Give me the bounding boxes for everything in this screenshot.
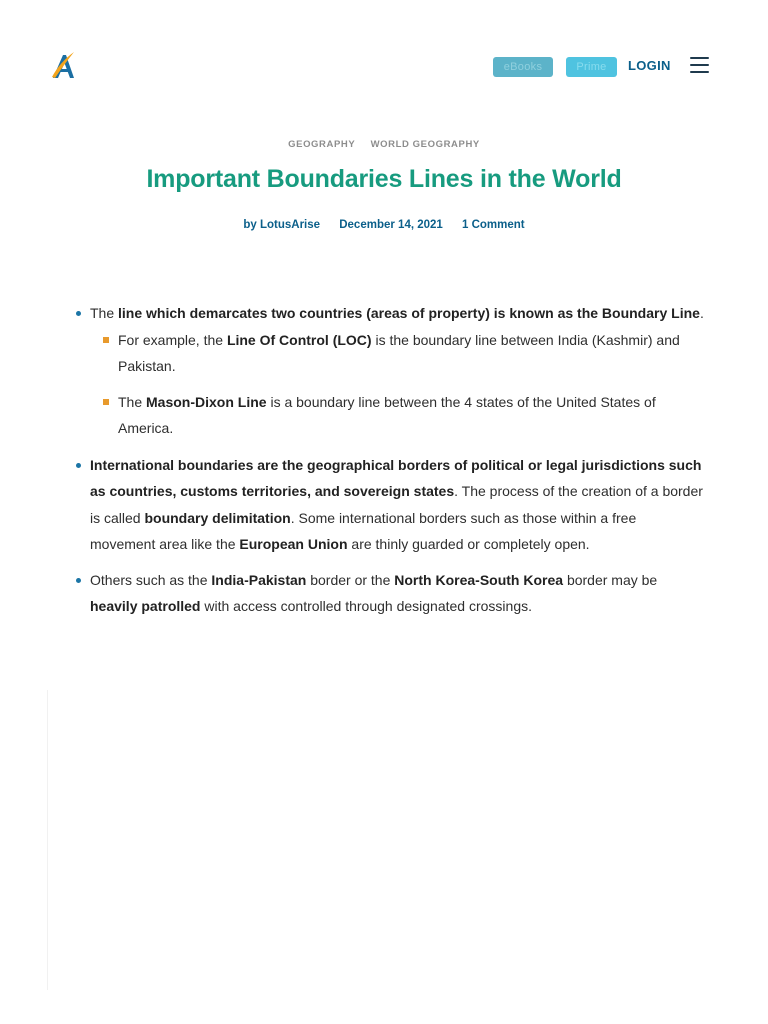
logo-icon[interactable] [50,50,76,80]
post-meta [0,219,768,231]
menu-icon[interactable] [690,57,710,75]
prime-button[interactable]: Prime [566,57,617,77]
comments-link[interactable]: 1 Comment [462,219,525,231]
site-header [0,0,768,120]
list-item: International boundaries are the geographical borders of political or legal jurisdictions such as countries, customs territories, and sovereign states. The process of the creation of a border is called boundary delimitation. Some international borders such as those within a free movement area like the European Union are thinly guarded or completely open. [74,452,704,558]
author-link[interactable]: by LotusArise [243,219,321,231]
sub-list-item: For example, the Line Of Control (LOC) is the boundary line between India (Kashmir) and Pakistan. [90,327,704,380]
page-title: Important Boundaries Lines in the World [146,165,622,193]
category-link-geography[interactable]: GEOGRAPHY [288,139,356,150]
list-item: Others such as the India-Pakistan border or the North Korea-South Korea border may be heavily patrolled with access controlled through designated crossings. [74,567,704,620]
ebooks-button[interactable]: eBooks [493,57,553,77]
list-item: The line which demarcates two countries (areas of property) is known as the Boundary Line. For example, the Line Of Control (LOC) is the boundary line between India (Kashmir) and Pakistan. The Mason-Dixon Line is a boundary line between the 4 states of the United States of America. [74,300,704,442]
category-link-world-geography[interactable]: WORLD GEOGRAPHY [370,139,480,150]
category-list [0,139,768,150]
article-body [74,300,704,629]
sub-list-item: The Mason-Dixon Line is a boundary line between the 4 states of the United States of America. [90,389,704,442]
post-date[interactable]: December 14, 2021 [339,219,443,231]
divider [47,690,48,990]
login-link[interactable]: LOGIN [628,58,671,73]
